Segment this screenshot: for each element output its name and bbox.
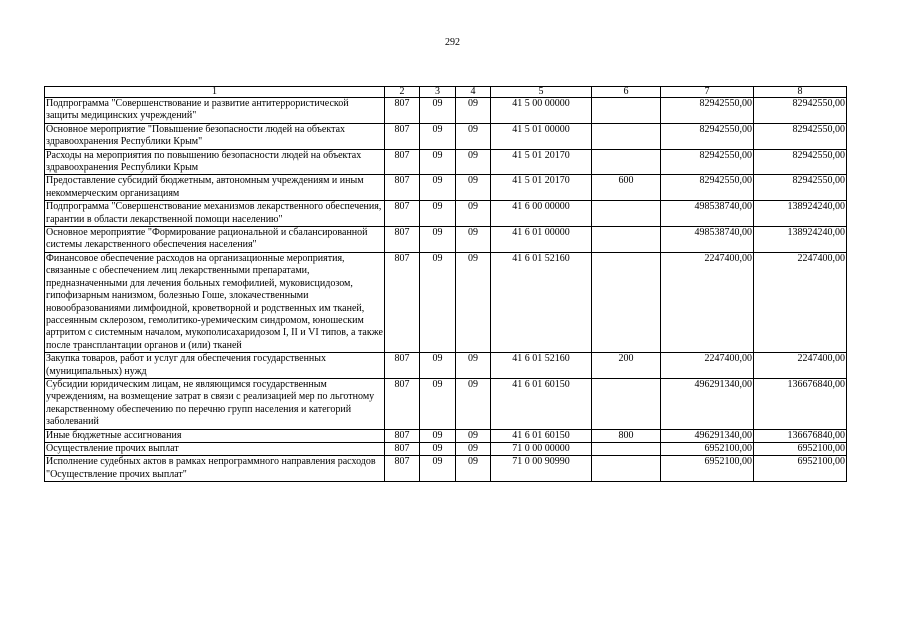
section-code: 09 [420,456,456,482]
section-code: 09 [420,252,456,352]
subsection-code: 09 [456,201,491,227]
subsection-code: 09 [456,175,491,201]
amount-col7: 2247400,00 [661,353,754,379]
section-code: 09 [420,123,456,149]
subsection-code: 09 [456,227,491,253]
target-article-code: 71 0 00 90990 [491,456,592,482]
section-code: 09 [420,227,456,253]
ministry-code: 807 [385,378,420,429]
ministry-code: 807 [385,353,420,379]
table-row [45,123,847,149]
column-header: 3 [420,87,456,98]
amount-col7: 496291340,00 [661,378,754,429]
row-description: Осуществление прочих выплат [45,442,385,455]
expense-type-code [592,123,661,149]
table-row [45,252,847,352]
row-description: Финансовое обеспечение расходов на организационные мероприятия, связанные с обеспечением лиц лекарственными препаратами, предназначенными для лечения больных гемофилией, муковисцидозом, гипофизарным нанизмом, болезнью Гоше, злокачественными новообразованиями лимфоидной, кроветворной и родственных им тканей, рассеянным склерозом, гемолитико-уремическим синдромом, юношеским артритом с системным началом, мукополисахаридозом I, II и VI типов, а также после трансплантации органов и (или) тканей [46,252,383,351]
target-article-code: 41 5 01 20170 [491,175,592,201]
ministry-code: 807 [385,123,420,149]
subsection-code: 09 [456,98,491,124]
target-article-code: 41 6 01 00000 [491,227,592,253]
column-header: 8 [754,87,847,98]
expense-type-code [592,456,661,482]
amount-col8: 82942550,00 [754,175,847,201]
target-article-code: 41 6 00 00000 [491,201,592,227]
amount-col7: 82942550,00 [661,123,754,149]
table-row [45,175,847,201]
amount-col7: 498538740,00 [661,227,754,253]
amount-col7: 498538740,00 [661,201,754,227]
amount-col8: 2247400,00 [754,252,847,352]
header-row [45,87,847,98]
section-code: 09 [420,353,456,379]
table-row [45,201,847,227]
column-header: 5 [491,87,592,98]
target-article-code: 41 6 01 60150 [491,429,592,442]
row-description: Основное мероприятие "Формирование рациональной и сбалансированной системы лекарственного обеспечения населения" [45,227,385,253]
ministry-code: 807 [385,429,420,442]
ministry-code: 807 [385,227,420,253]
amount-col7: 6952100,00 [661,456,754,482]
amount-col7: 82942550,00 [661,149,754,175]
amount-col8: 136676840,00 [754,429,847,442]
subsection-code: 09 [456,123,491,149]
table-row [45,227,847,253]
target-article-code: 41 5 01 20170 [491,149,592,175]
page-number: 292 [445,37,460,48]
amount-col8: 6952100,00 [754,442,847,455]
amount-col8: 82942550,00 [754,149,847,175]
expense-type-code [592,149,661,175]
expense-type-code [592,442,661,455]
column-header: 6 [592,87,661,98]
row-description: Субсидии юридическим лицам, не являющимся государственным учреждениям, на возмещение затрат в связи с реализацией мер по льготному лекарственному обеспечению по перечню групп населения и категорий заболеваний [45,378,385,429]
target-article-code: 41 6 01 52160 [491,252,592,352]
section-code: 09 [420,201,456,227]
row-description: Предоставление субсидий бюджетным, автономным учреждениям и иным некоммерческим организациям [45,175,385,201]
column-header: 1 [45,87,385,98]
expense-type-code: 200 [592,353,661,379]
ministry-code: 807 [385,201,420,227]
subsection-code: 09 [456,353,491,379]
amount-col8: 6952100,00 [754,456,847,482]
ministry-code: 807 [385,442,420,455]
column-header: 2 [385,87,420,98]
subsection-code: 09 [456,378,491,429]
amount-col7: 2247400,00 [661,252,754,352]
expense-type-code: 800 [592,429,661,442]
ministry-code: 807 [385,252,420,352]
amount-col7: 82942550,00 [661,175,754,201]
table-row [45,456,847,482]
row-description: Иные бюджетные ассигнования [45,429,385,442]
amount-col7: 82942550,00 [661,98,754,124]
amount-col8: 82942550,00 [754,123,847,149]
amount-col7: 6952100,00 [661,442,754,455]
section-code: 09 [420,429,456,442]
expense-type-code: 600 [592,175,661,201]
target-article-code: 41 6 01 60150 [491,378,592,429]
subsection-code: 09 [456,149,491,175]
table-row [45,353,847,379]
table-row [45,149,847,175]
target-article-code: 41 5 01 00000 [491,123,592,149]
expense-type-code [592,201,661,227]
target-article-code: 41 6 01 52160 [491,353,592,379]
ministry-code: 807 [385,98,420,124]
table-row [45,429,847,442]
row-description: Расходы на мероприятия по повышению безопасности людей на объектах здравоохранения Республики Крым [45,149,385,175]
row-description: Исполнение судебных актов в рамках непрограммного направления расходов "Осуществление прочих выплат" [45,456,385,482]
section-code: 09 [420,378,456,429]
expense-type-code [592,252,661,352]
table-row [45,442,847,455]
expense-type-code [592,378,661,429]
table-row [45,378,847,429]
subsection-code: 09 [456,456,491,482]
section-code: 09 [420,98,456,124]
subsection-code: 09 [456,252,491,352]
section-code: 09 [420,175,456,201]
ministry-code: 807 [385,456,420,482]
amount-col8: 138924240,00 [754,201,847,227]
column-header: 4 [456,87,491,98]
table-row [45,98,847,124]
amount-col7: 496291340,00 [661,429,754,442]
section-code: 09 [420,442,456,455]
ministry-code: 807 [385,175,420,201]
expense-type-code [592,227,661,253]
target-article-code: 71 0 00 00000 [491,442,592,455]
target-article-code: 41 5 00 00000 [491,98,592,124]
amount-col8: 136676840,00 [754,378,847,429]
row-description: Подпрограмма "Совершенствование механизмов лекарственного обеспечения, гарантии в области лекарственной помощи населению" [45,201,385,227]
row-description: Основное мероприятие "Повышение безопасности людей на объектах здравоохранения Республики Крым" [45,123,385,149]
row-description: Закупка товаров, работ и услуг для обеспечения государственных (муниципальных) нужд [45,353,385,379]
amount-col8: 82942550,00 [754,98,847,124]
subsection-code: 09 [456,442,491,455]
budget-table [44,86,847,482]
amount-col8: 138924240,00 [754,227,847,253]
subsection-code: 09 [456,429,491,442]
section-code: 09 [420,149,456,175]
expense-type-code [592,98,661,124]
amount-col8: 2247400,00 [754,353,847,379]
ministry-code: 807 [385,149,420,175]
column-header: 7 [661,87,754,98]
row-description: Подпрограмма "Совершенствование и развитие антитеррористической защиты медицинских учреждений" [45,98,385,124]
